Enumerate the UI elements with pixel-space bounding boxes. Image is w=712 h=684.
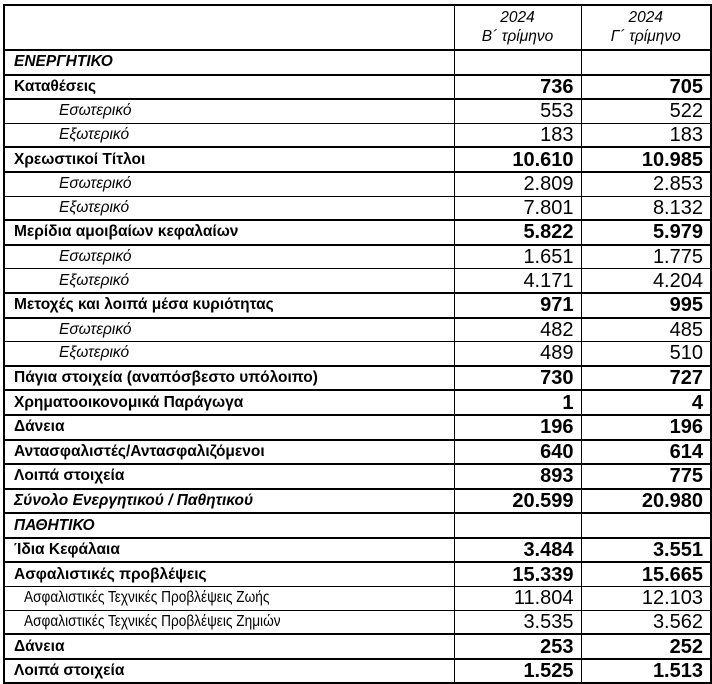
table-row: [4, 587, 711, 611]
row-value-q2: 196: [454, 415, 581, 440]
header-corner-cell: [4, 5, 454, 50]
row-value-q2: 553: [454, 99, 581, 123]
table-row: [4, 99, 711, 123]
table-row: [4, 562, 711, 586]
table-row: [4, 75, 711, 100]
row-value-q3: 775: [581, 464, 711, 489]
row-value-q3: 15.665: [581, 562, 711, 586]
row-value-q3: 1.775: [581, 245, 711, 269]
header-col-q3: [581, 5, 711, 50]
row-value-q3: 10.985: [581, 147, 711, 172]
row-label: Πάγια στοιχεία (αναπόσβεστο υπόλοιπο): [4, 366, 454, 391]
table-row: [4, 538, 711, 563]
row-label: Καταθέσεις: [4, 75, 454, 100]
row-value-q2: 11.804: [454, 587, 581, 611]
row-label: Εξωτερικό: [4, 123, 454, 147]
row-value-q2: 1.525: [454, 659, 581, 684]
row-label: Εσωτερικό: [4, 318, 454, 342]
table-row: [4, 147, 711, 172]
row-label: Εξωτερικό: [4, 269, 454, 293]
row-value-q3: [581, 513, 711, 538]
row-value-q2: 5.822: [454, 220, 581, 245]
row-value-q3: 5.979: [581, 220, 711, 245]
balance-sheet-table: [3, 4, 712, 684]
row-value-q3: 510: [581, 342, 711, 366]
row-value-q2: 183: [454, 123, 581, 147]
row-value-q3: 522: [581, 99, 711, 123]
row-value-q3: 614: [581, 440, 711, 465]
row-label: Ασφαλιστικές Τεχνικές Προβλέψεις Ζημιών: [4, 610, 454, 634]
table-row: [4, 440, 711, 465]
row-value-q2: 482: [454, 318, 581, 342]
row-label: Μετοχές και λοιπά μέσα κυριότητας: [4, 293, 454, 318]
row-value-q2: 10.610: [454, 147, 581, 172]
balance-sheet-table-wrap: [3, 4, 712, 684]
row-label: Δάνεια: [4, 634, 454, 659]
row-value-q2: 15.339: [454, 562, 581, 586]
row-value-q3: 995: [581, 293, 711, 318]
row-label: Εξωτερικό: [4, 342, 454, 366]
table-row: [4, 342, 711, 366]
table-row: [4, 172, 711, 196]
table-row: [4, 293, 711, 318]
table-header: [4, 5, 711, 50]
row-label: Εσωτερικό: [4, 245, 454, 269]
row-label: Αντασφαλιστές/Αντασφαλιζόμενοι: [4, 440, 454, 465]
table-row: [4, 269, 711, 293]
header-col-q2: [454, 5, 581, 50]
table-row: [4, 610, 711, 634]
header-year-q3: 2024: [628, 9, 663, 26]
row-value-q3: 20.980: [581, 489, 711, 514]
row-value-q3: 3.562: [581, 610, 711, 634]
row-label: Εξωτερικό: [4, 196, 454, 220]
table-row: [4, 318, 711, 342]
row-label: Λοιπά στοιχεία: [4, 464, 454, 489]
row-label: Λοιπά στοιχεία: [4, 659, 454, 684]
row-label: Ίδια Κεφάλαια: [4, 538, 454, 563]
row-value-q2: 640: [454, 440, 581, 465]
row-value-q3: [581, 50, 711, 75]
row-value-q2: 3.484: [454, 538, 581, 563]
table-body: [4, 50, 711, 683]
row-label: Ασφαλιστικές προβλέψεις: [4, 562, 454, 586]
table-row: [4, 390, 711, 415]
table-row: [4, 659, 711, 684]
row-label: Μερίδια αμοιβαίων κεφαλαίων: [4, 220, 454, 245]
row-value-q2: 7.801: [454, 196, 581, 220]
row-value-q3: 705: [581, 75, 711, 100]
row-value-q3: 252: [581, 634, 711, 659]
row-value-q2: 4.171: [454, 269, 581, 293]
row-value-q3: 4: [581, 390, 711, 415]
row-value-q3: 1.513: [581, 659, 711, 684]
row-value-q3: 196: [581, 415, 711, 440]
row-label: Εσωτερικό: [4, 99, 454, 123]
table-row: [4, 513, 711, 538]
row-value-q2: 736: [454, 75, 581, 100]
table-row: [4, 489, 711, 514]
header-quarter-q2: Β´ τρίμηνο: [481, 28, 554, 45]
row-value-q2: 20.599: [454, 489, 581, 514]
row-value-q3: 12.103: [581, 587, 711, 611]
row-value-q2: 2.809: [454, 172, 581, 196]
table-row: [4, 123, 711, 147]
row-label: ΠΑΘΗΤΙΚΟ: [4, 513, 454, 538]
row-value-q2: 730: [454, 366, 581, 391]
row-value-q2: 3.535: [454, 610, 581, 634]
table-row: [4, 50, 711, 75]
row-value-q3: 3.551: [581, 538, 711, 563]
row-label: Εσωτερικό: [4, 172, 454, 196]
table-row: [4, 366, 711, 391]
row-label: Χρηματοοικονομικά Παράγωγα: [4, 390, 454, 415]
row-value-q2: [454, 50, 581, 75]
table-row: [4, 220, 711, 245]
header-year-q2: 2024: [500, 9, 535, 26]
table-row: [4, 464, 711, 489]
table-row: [4, 245, 711, 269]
row-value-q2: 893: [454, 464, 581, 489]
row-label: Σύνολο Ενεργητικού / Παθητικού: [4, 489, 454, 514]
row-value-q2: 253: [454, 634, 581, 659]
row-label: Χρεωστικοί Τίτλοι: [4, 147, 454, 172]
table-row: [4, 196, 711, 220]
row-value-q3: 183: [581, 123, 711, 147]
row-label: Δάνεια: [4, 415, 454, 440]
row-value-q2: 489: [454, 342, 581, 366]
row-value-q3: 8.132: [581, 196, 711, 220]
row-label: ΕΝΕΡΓΗΤΙΚΟ: [4, 50, 454, 75]
row-value-q2: 1.651: [454, 245, 581, 269]
row-label: Ασφαλιστικές Τεχνικές Προβλέψεις Ζωής: [4, 587, 454, 611]
row-value-q3: 485: [581, 318, 711, 342]
table-row: [4, 634, 711, 659]
row-value-q2: [454, 513, 581, 538]
row-value-q3: 2.853: [581, 172, 711, 196]
header-quarter-q3: Γ´ τρίμηνο: [610, 28, 681, 45]
table-row: [4, 415, 711, 440]
row-value-q2: 971: [454, 293, 581, 318]
row-value-q3: 4.204: [581, 269, 711, 293]
row-value-q3: 727: [581, 366, 711, 391]
row-value-q2: 1: [454, 390, 581, 415]
